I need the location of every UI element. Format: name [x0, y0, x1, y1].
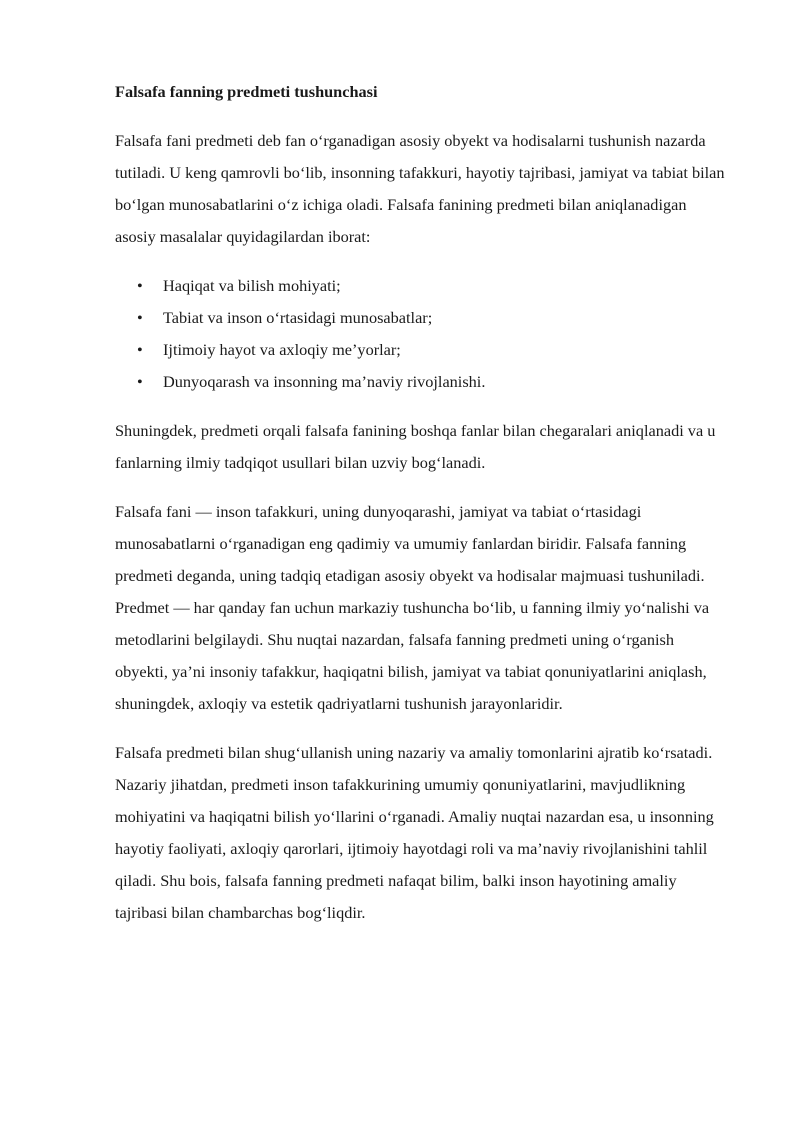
- intro-paragraph: Falsafa fani predmeti deb fan o‘rganadigan asosiy obyekt va hodisalarni tushunish nazarda tutiladi. U keng qamrovli bo‘lib, insonning tafakkuri, hayotiy tajribasi, jamiyat va tabiat bilan bo‘lgan munosabatlarini o‘z ichiga oladi. Falsafa fanining predmeti bilan aniqlanadigan asosiy masalalar quyidagilardan iborat:: [115, 131, 725, 246]
- list-item: [115, 270, 725, 302]
- list-item: [115, 366, 725, 398]
- paragraph-3: Falsafa fani — inson tafakkuri, uning dunyoqarashi, jamiyat va tabiat o‘rtasidagi munosabatlarni o‘rganadigan eng qadimiy va umumiy fanlardan biridir. Falsafa fanning predmeti deganda, uning tadqiq etadigan asosiy obyekt va hodisalar majmuasi tushuniladi. Predmet — har qanday fan uchun markaziy tushuncha bo‘lib, u fanning ilmiy yo‘nalishi va metodlarini belgilaydi. Shu nuqtai nazardan, falsafa fanning predmeti uning o‘rganish obyekti, ya’ni insoniy tafakkur, haqiqatni bilish, jamiyat va tabiat qonuniyatlarini aniqlash, shuningdek, axloqiy va estetik qadriyatlarni tushunish jarayonlaridir.: [115, 502, 710, 713]
- bullet-icon: •: [137, 276, 143, 295]
- list-item: [115, 334, 725, 366]
- list-item-text: Tabiat va inson o‘rtasidagi munosabatlar;: [163, 308, 433, 327]
- document-content: [115, 76, 725, 946]
- bullet-icon: •: [137, 340, 143, 359]
- document-title: Falsafa fanning predmeti tushunchasi: [115, 82, 378, 101]
- paragraph-4: Falsafa predmeti bilan shug‘ullanish uning nazariy va amaliy tomonlarini ajratib ko‘rsatadi. Nazariy jihatdan, predmeti inson tafakkurining umumiy qonuniyatlarini, mavjudlikning mohiyatini va haqiqatni bilish yo‘llarini o‘rganadi. Amaliy nuqtai nazardan esa, u insonning hayotiy faoliyati, axloqiy qarorlari, ijtimoiy hayotdagi roli va ma’naviy rivojlanishini tahlil qiladi. Shu bois, falsafa fanning predmeti nafaqat bilim, balki inson hayotining amaliy tajribasi bilan chambarchas bog‘liqdir.: [115, 743, 714, 922]
- list-item: [115, 302, 725, 334]
- list-item-text: Dunyoqarash va insonning ma’naviy rivojlanishi.: [163, 372, 486, 391]
- list-item-text: Haqiqat va bilish mohiyati;: [163, 276, 341, 295]
- list-item-text: Ijtimoiy hayot va axloqiy me’yorlar;: [163, 340, 401, 359]
- paragraph-2: Shuningdek, predmeti orqali falsafa fanining boshqa fanlar bilan chegaralari aniqlanadi va u fanlarning ilmiy tadqiqot usullari bilan uzviy bog‘lanadi.: [115, 421, 716, 472]
- topics-list: [115, 270, 725, 398]
- bullet-icon: •: [137, 372, 143, 391]
- bullet-icon: •: [137, 308, 143, 327]
